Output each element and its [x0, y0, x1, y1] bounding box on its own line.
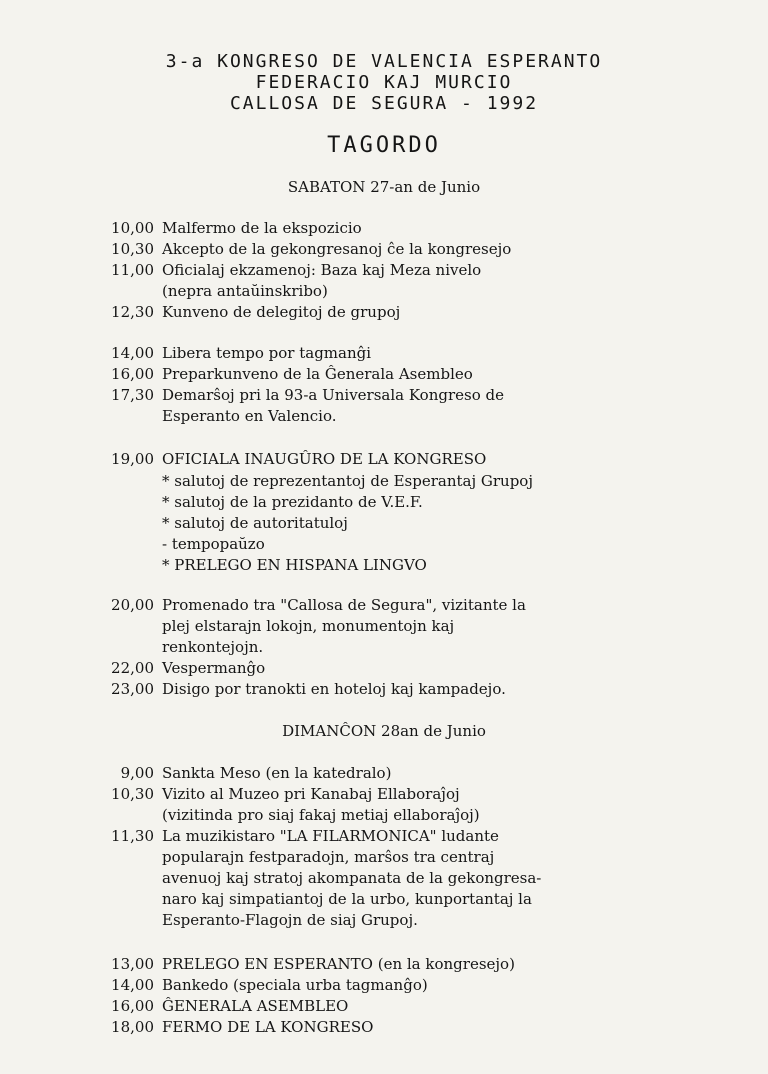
- schedule-time: 10,00: [111, 219, 154, 237]
- schedule-time: 11,30: [111, 827, 154, 845]
- schedule-text: Preparkunveno de la Ĝenerala Asembleo: [162, 365, 473, 383]
- schedule-time: 20,00: [111, 596, 154, 614]
- schedule-bullet-text: * salutoj de autoritatuloj: [162, 514, 348, 532]
- schedule-text: Bankedo (speciala urba tagmanĝo): [162, 976, 428, 994]
- schedule-text: La muzikistaro "LA FILARMONICA" ludante: [162, 827, 499, 845]
- schedule-text: Vespermanĝo: [162, 659, 266, 677]
- schedule-text: Malfermo de la ekspozicio: [162, 219, 362, 237]
- schedule-text: naro kaj simpatiantoj de la urbo, kunportantaj la: [162, 890, 532, 908]
- schedule-text: Vizito al Muzeo pri Kanabaj Ellaboraĵoj: [162, 785, 460, 803]
- schedule-time: 14,00: [111, 344, 154, 362]
- header-line-2: FEDERACIO KAJ MURCIO: [255, 72, 513, 93]
- schedule-time: 19,00: [111, 450, 154, 468]
- schedule-text: (nepra antaŭinskribo): [162, 282, 328, 300]
- header-line-3: CALLOSA DE SEGURA - 1992: [229, 93, 539, 114]
- schedule-text: Akcepto de la gekongresanoj ĉe la kongresejo: [162, 240, 512, 258]
- schedule-text: Promenado tra "Callosa de Segura", vizitante la: [162, 596, 526, 614]
- schedule-time: 14,00: [111, 976, 154, 994]
- schedule-bullet-text: - tempopaŭzo: [162, 535, 265, 553]
- schedule-text: PRELEGO EN ESPERANTO (en la kongresejo): [162, 955, 515, 973]
- schedule-text: Sankta Meso (en la katedralo): [162, 764, 392, 782]
- day-heading-sunday: DIMANĈON 28an de Junio: [282, 722, 486, 740]
- schedule-time: 22,00: [111, 659, 154, 677]
- schedule-text: Kunveno de delegitoj de grupoj: [162, 303, 401, 321]
- schedule-text: Oficialaj ekzamenoj: Baza kaj Meza nivelo: [162, 261, 482, 279]
- schedule-text: Libera tempo por tagmanĝi: [162, 344, 372, 362]
- schedule-text: avenuoj kaj stratoj akompanata de la gekongresa-: [162, 869, 542, 887]
- schedule-text: Esperanto en Valencio.: [162, 407, 337, 425]
- schedule-bullet-text: * salutoj de la prezidanto de V.E.F.: [162, 493, 423, 511]
- schedule-text: OFICIALA INAUGÛRO DE LA KONGRESO: [162, 450, 487, 468]
- schedule-time: 10,30: [111, 240, 154, 258]
- schedule-time: 18,00: [111, 1018, 154, 1036]
- schedule-text: plej elstarajn lokojn, monumentojn kaj: [162, 617, 455, 635]
- schedule-time: 13,00: [111, 955, 154, 973]
- schedule-text: Esperanto-Flagojn de siaj Grupoj.: [162, 911, 418, 929]
- schedule-time: 16,00: [111, 365, 154, 383]
- header-line-1: 3-a KONGRESO DE VALENCIA ESPERANTO: [165, 51, 603, 72]
- schedule-bullet-text: * PRELEGO EN HISPANA LINGVO: [162, 556, 427, 574]
- schedule-time: 10,30: [111, 785, 154, 803]
- day-heading-saturday: SABATON 27-an de Junio: [287, 178, 481, 196]
- schedule-text: popularajn festparadojn, marŝos tra centraj: [162, 848, 495, 866]
- schedule-text: renkontejojn.: [162, 638, 264, 656]
- schedule-bullet-text: * salutoj de reprezentantoj de Esperantaj Grupoj: [162, 472, 533, 490]
- schedule-time: 17,30: [111, 386, 154, 404]
- schedule-time: 9,00: [120, 764, 154, 782]
- schedule-text: Disigo por tranokti en hoteloj kaj kampadejo.: [162, 680, 506, 698]
- schedule-time: 16,00: [111, 997, 154, 1015]
- schedule-time: 12,30: [111, 303, 154, 321]
- schedule-time: 23,00: [111, 680, 154, 698]
- schedule-text: FERMO DE LA KONGRESO: [162, 1018, 374, 1036]
- schedule-text: ĜENERALA ASEMBLEO: [162, 997, 349, 1015]
- schedule-text: Demarŝoj pri la 93-a Universala Kongreso de: [162, 386, 504, 404]
- page-title: TAGORDO: [327, 133, 441, 158]
- schedule-time: 11,00: [111, 261, 154, 279]
- schedule-text: (vizitinda pro siaj fakaj metiaj ellaboraĵoj): [162, 806, 480, 824]
